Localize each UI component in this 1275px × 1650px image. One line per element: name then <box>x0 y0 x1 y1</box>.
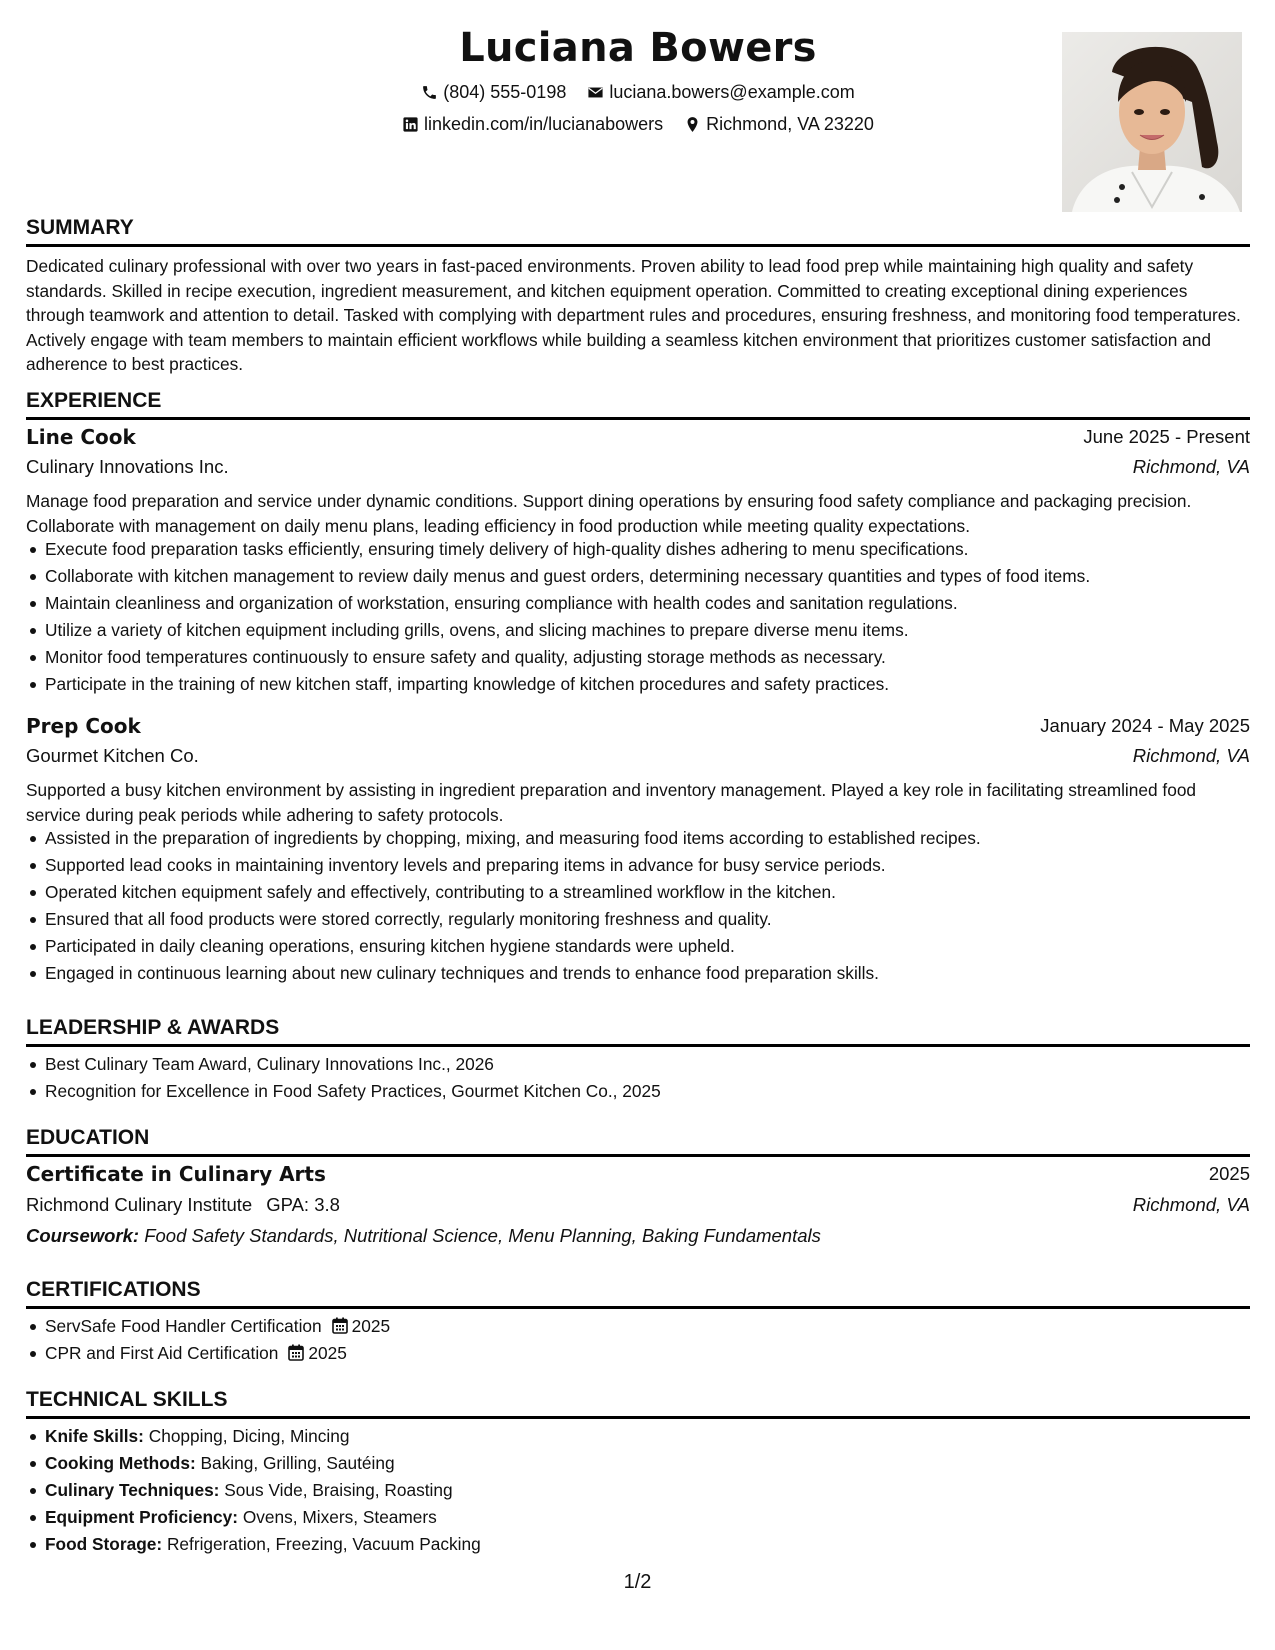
skills-list <box>26 1423 1250 1558</box>
education-heading: EDUCATION <box>26 1124 1250 1157</box>
list-item: Best Culinary Team Award, Culinary Innovations Inc., 2026 <box>26 1051 1250 1078</box>
phone-contact <box>421 80 566 104</box>
coursework-line <box>26 1222 821 1250</box>
gpa: GPA: 3.8 <box>266 1194 340 1215</box>
skill-label: Cooking Methods: <box>45 1453 196 1473</box>
job-bullets <box>26 825 1250 987</box>
skill-label: Food Storage: <box>45 1534 163 1554</box>
linkedin-contact[interactable] <box>402 112 663 136</box>
summary-heading: SUMMARY <box>26 214 1250 247</box>
resume-page <box>26 0 1250 1650</box>
location-contact <box>684 112 874 136</box>
coursework-label: Coursework: <box>26 1225 140 1246</box>
certification-name: ServSafe Food Handler Certification <box>45 1316 322 1336</box>
skill-label: Knife Skills: <box>45 1426 144 1446</box>
coursework-list: Food Safety Standards, Nutritional Science, Menu Planning, Baking Fundamentals <box>144 1225 821 1246</box>
job-title: Line Cook <box>26 425 136 449</box>
list-item <box>26 1450 1250 1477</box>
certification-year: 2025 <box>351 1316 391 1336</box>
list-item: Assisted in the preparation of ingredients by chopping, mixing, and measuring food items according to established recipes. <box>26 825 1250 852</box>
job-title: Prep Cook <box>26 714 141 738</box>
list-item: Utilize a variety of kitchen equipment including grills, ovens, and slicing machines to prepare diverse menu items. <box>26 617 1250 644</box>
list-item: Monitor food temperatures continuously to ensure safety and quality, adjusting storage methods as necessary. <box>26 644 1250 671</box>
job-location: Richmond, VA <box>1132 745 1250 766</box>
skill-value: Sous Vide, Braising, Roasting <box>224 1480 453 1500</box>
list-item <box>26 1340 1250 1367</box>
page-number: 1/2 <box>623 1571 652 1593</box>
school-location: Richmond, VA <box>1132 1194 1250 1215</box>
list-item <box>26 1504 1250 1531</box>
list-item <box>26 1423 1250 1450</box>
job-description: Supported a busy kitchen environment by assisting in ingredient preparation and inventory management. Played a key role in facilitating streamlined food service during peak periods while adhering to safety protocols. <box>26 780 1197 825</box>
school-name: Richmond Culinary Institute <box>26 1194 253 1215</box>
job-location: Richmond, VA <box>1132 456 1250 477</box>
certification-name: CPR and First Aid Certification <box>45 1343 279 1363</box>
degree-title: Certificate in Culinary Arts <box>26 1162 326 1186</box>
list-item: Maintain cleanliness and organization of workstation, ensuring compliance with health codes and sanitation regulations. <box>26 590 1250 617</box>
linkedin-icon <box>402 116 419 133</box>
phone-text: (804) 555-0198 <box>443 82 567 102</box>
awards-list <box>26 1051 1250 1105</box>
list-item: Supported lead cooks in maintaining inventory levels and preparing items in advance for busy service periods. <box>26 852 1250 879</box>
skill-label: Equipment Proficiency: <box>45 1507 239 1527</box>
job-bullets <box>26 536 1250 698</box>
profile-photo <box>1062 32 1242 212</box>
list-item: Engaged in continuous learning about new culinary techniques and trends to enhance food preparation skills. <box>26 960 1250 987</box>
list-item <box>26 1531 1250 1558</box>
school-line <box>26 1191 340 1219</box>
calendar-icon <box>288 1344 304 1361</box>
graduation-year: 2025 <box>1208 1163 1250 1184</box>
job-dates: June 2025 - Present <box>1083 426 1250 447</box>
leadership-heading: LEADERSHIP & AWARDS <box>26 1014 1250 1047</box>
skill-value: Ovens, Mixers, Steamers <box>242 1507 437 1527</box>
list-item: Participate in the training of new kitchen staff, imparting knowledge of kitchen procedures and safety practices. <box>26 671 1250 698</box>
skill-value: Chopping, Dicing, Mincing <box>148 1426 350 1446</box>
envelope-icon <box>587 84 604 101</box>
job-dates: January 2024 - May 2025 <box>1040 715 1250 736</box>
email-contact[interactable] <box>587 80 854 104</box>
skill-value: Refrigeration, Freezing, Vacuum Packing <box>166 1534 481 1554</box>
location-text: Richmond, VA 23220 <box>706 114 874 134</box>
list-item: Collaborate with kitchen management to review daily menus and guest orders, determining necessary quantities and types of food items. <box>26 563 1250 590</box>
job-company: Culinary Innovations Inc. <box>26 456 229 477</box>
certifications-list <box>26 1313 1250 1367</box>
skills-heading: TECHNICAL SKILLS <box>26 1386 1250 1419</box>
linkedin-link[interactable]: linkedin.com/in/lucianabowers <box>424 114 664 134</box>
summary-text: Dedicated culinary professional with over two years in fast-paced environments. Proven ability to lead food prep while maintaining high quality and safety standards. Skilled in recipe execution, ingredient measurement, and kitchen equipment operation. Committed to creating exceptional dining experiences through teamwork and attention to detail. Tasked with complying with department rules and procedures, ensuring freshness, and monitoring food temperatures. Actively engage with team members to maintain efficient workflows while building a seamless kitchen environment that prioritizes customer satisfaction and adherence to best practices. <box>26 256 1241 375</box>
list-item <box>26 1313 1250 1340</box>
skill-value: Baking, Grilling, Sautéing <box>200 1453 395 1473</box>
phone-icon <box>421 84 438 101</box>
certification-year: 2025 <box>308 1343 347 1363</box>
calendar-icon <box>332 1317 348 1334</box>
list-item: Ensured that all food products were stored correctly, regularly monitoring freshness and quality. <box>26 906 1250 933</box>
skill-label: Culinary Techniques: <box>45 1480 220 1500</box>
candidate-name: Luciana Bowers <box>459 25 817 71</box>
list-item <box>26 1477 1250 1504</box>
job-description: Manage food preparation and service under dynamic conditions. Support dining operations by ensuring food safety compliance and packaging precision. Collaborate with management on daily menu plans, leading efficiency in food production while meeting quality expectations. <box>26 491 1192 536</box>
map-pin-icon <box>684 116 701 133</box>
list-item: Operated kitchen equipment safely and effectively, contributing to a streamlined workflow in the kitchen. <box>26 879 1250 906</box>
list-item: Execute food preparation tasks efficiently, ensuring timely delivery of high-quality dishes adhering to menu specifications. <box>26 536 1250 563</box>
list-item: Participated in daily cleaning operations, ensuring kitchen hygiene standards were upheld. <box>26 933 1250 960</box>
list-item: Recognition for Excellence in Food Safety Practices, Gourmet Kitchen Co., 2025 <box>26 1078 1250 1105</box>
experience-heading: EXPERIENCE <box>26 387 1250 420</box>
job-company: Gourmet Kitchen Co. <box>26 745 199 766</box>
email-link[interactable]: luciana.bowers@example.com <box>609 82 855 102</box>
certifications-heading: CERTIFICATIONS <box>26 1276 1250 1309</box>
